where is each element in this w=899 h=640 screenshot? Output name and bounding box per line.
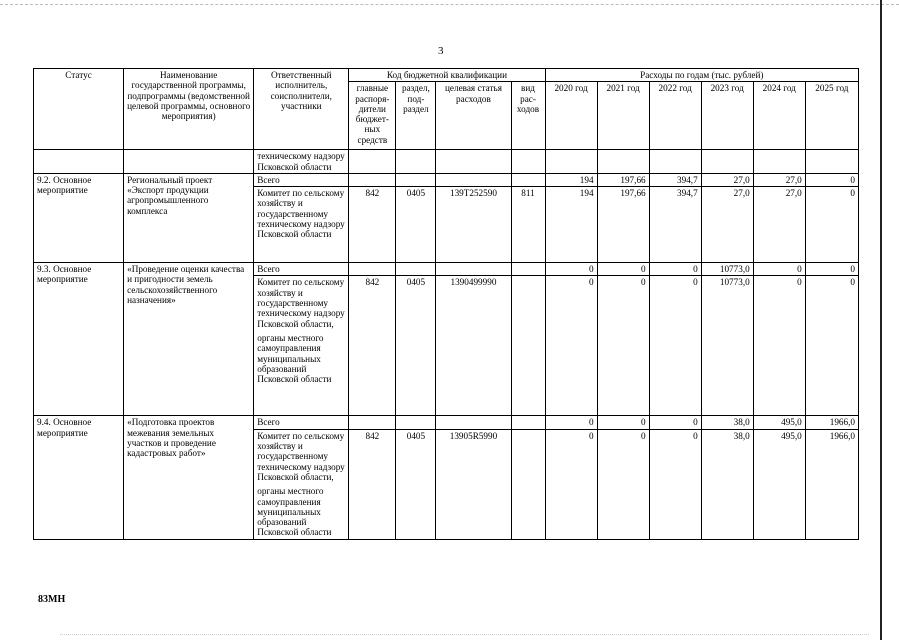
value-cell: 0 bbox=[805, 173, 858, 186]
scan-artifact-edge bbox=[880, 0, 882, 640]
measure-name-cell: «Подготовка проектов межевания земельных участков и проведение кадастровых работ» bbox=[124, 416, 254, 539]
value-cell: 0 bbox=[649, 276, 701, 416]
value-cell: 1966,0 bbox=[805, 429, 858, 539]
header-year: 2022 год bbox=[649, 82, 701, 150]
header-section: раздел, под-раздел bbox=[396, 82, 436, 150]
grbs-cell: 842 bbox=[349, 187, 396, 263]
value-cell: 0 bbox=[805, 276, 858, 416]
value-cell: 194 bbox=[545, 173, 597, 186]
value-cell: 10773,0 bbox=[701, 263, 753, 276]
value-cell: 0 bbox=[545, 263, 597, 276]
status-cell: 9.3. Основное мероприятие bbox=[34, 263, 124, 416]
table-row-continuation bbox=[34, 150, 859, 174]
header-expenses: Расходы по годам (тыс. рублей) bbox=[545, 69, 858, 82]
header-expense-type: вид рас-ходов bbox=[511, 82, 545, 150]
value-cell: 38,0 bbox=[701, 429, 753, 539]
value-cell: 0 bbox=[597, 416, 649, 429]
executor-cell bbox=[254, 429, 349, 539]
value-cell: 197,66 bbox=[597, 187, 649, 263]
value-cell: 27,0 bbox=[701, 173, 753, 186]
value-cell: 27,0 bbox=[753, 187, 805, 263]
target-article-cell: 1390499990 bbox=[436, 276, 511, 416]
header-year: 2020 год bbox=[545, 82, 597, 150]
value-cell: 10773,0 bbox=[701, 276, 753, 416]
header-year: 2025 год bbox=[805, 82, 858, 150]
section-cell: 0405 bbox=[396, 429, 436, 539]
header-year: 2023 год bbox=[701, 82, 753, 150]
value-cell: 394,7 bbox=[649, 187, 701, 263]
value-cell: 0 bbox=[649, 263, 701, 276]
value-cell: 0 bbox=[805, 263, 858, 276]
budget-table bbox=[33, 68, 859, 540]
total-label-cell: Всего bbox=[254, 416, 349, 429]
value-cell: 0 bbox=[649, 429, 701, 539]
table-row-total bbox=[34, 263, 859, 276]
value-cell: 0 bbox=[649, 416, 701, 429]
grbs-cell: 842 bbox=[349, 429, 396, 539]
table-header bbox=[34, 69, 859, 150]
value-cell: 0 bbox=[545, 416, 597, 429]
value-cell: 27,0 bbox=[701, 187, 753, 263]
table-row-total bbox=[34, 416, 859, 429]
value-cell: 394,7 bbox=[649, 173, 701, 186]
header-year: 2021 год bbox=[597, 82, 649, 150]
measure-name-cell: «Проведение оценки качества и пригодности земель сельскохозяйственного назначения» bbox=[124, 263, 254, 416]
status-cell: 9.2. Основное мероприятие bbox=[34, 173, 124, 262]
value-cell: 27,0 bbox=[753, 173, 805, 186]
executor-secondary: органы местного самоуправления муниципальных образований Псковской области bbox=[257, 332, 332, 385]
header-target-article: целевая статья расходов bbox=[436, 82, 511, 150]
section-cell: 0405 bbox=[396, 187, 436, 263]
header-year: 2024 год bbox=[753, 82, 805, 150]
executor-cell bbox=[254, 276, 349, 416]
footer-code: 83МН bbox=[38, 594, 66, 605]
measure-name-cell: Региональный проект «Экспорт продукции агропромышленного комплекса bbox=[124, 173, 254, 262]
value-cell: 0 bbox=[545, 276, 597, 416]
executor-primary: Комитет по сельскому хозяйству и государственному техническому надзору Псковской области, bbox=[257, 277, 345, 329]
value-cell: 1966,0 bbox=[805, 416, 858, 429]
executor-secondary: органы местного самоуправления муниципальных образований Псковской области bbox=[257, 486, 332, 538]
expense-type-cell bbox=[511, 276, 545, 416]
section-cell: 0405 bbox=[396, 276, 436, 416]
table-row-total bbox=[34, 173, 859, 186]
value-cell: 197,66 bbox=[597, 173, 649, 186]
expense-type-cell bbox=[511, 429, 545, 539]
header-status: Статус bbox=[34, 69, 124, 150]
value-cell: 194 bbox=[545, 187, 597, 263]
header-budget-code: Код бюджетной квалификации bbox=[349, 69, 545, 82]
value-cell: 0 bbox=[597, 276, 649, 416]
target-article-cell: 139Т252590 bbox=[436, 187, 511, 263]
page-number: 3 bbox=[438, 45, 444, 57]
scan-artifact-top bbox=[0, 4, 899, 6]
executor-cell: техническому надзору Псковской области bbox=[254, 150, 349, 174]
target-article-cell: 13905R5990 bbox=[436, 429, 511, 539]
value-cell: 0 bbox=[597, 263, 649, 276]
header-grbs: главные распоря-дители бюджет-ных средств bbox=[349, 82, 396, 150]
executor-cell: Комитет по сельскому хозяйству и государственному техническому надзору Псковской области bbox=[254, 187, 349, 263]
value-cell: 495,0 bbox=[753, 416, 805, 429]
value-cell: 0 bbox=[545, 429, 597, 539]
header-name: Наименование государственной программы, подпрограммы (ведомственной целевой программы, основного мероприятия) bbox=[124, 69, 254, 150]
grbs-cell: 842 bbox=[349, 276, 396, 416]
value-cell: 0 bbox=[597, 429, 649, 539]
executor-primary: Комитет по сельскому хозяйству и государственному техническому надзору Псковской области, bbox=[257, 430, 345, 482]
value-cell: 38,0 bbox=[701, 416, 753, 429]
total-label-cell: Всего bbox=[254, 263, 349, 276]
value-cell: 495,0 bbox=[753, 429, 805, 539]
value-cell: 0 bbox=[805, 187, 858, 263]
scan-artifact-bottom bbox=[60, 634, 869, 636]
value-cell: 0 bbox=[753, 276, 805, 416]
header-executor: Ответственный исполнитель, соисполнители, участники bbox=[254, 69, 349, 150]
value-cell: 0 bbox=[753, 263, 805, 276]
expense-type-cell: 811 bbox=[511, 187, 545, 263]
total-label-cell: Всего bbox=[254, 173, 349, 186]
status-cell: 9.4. Основное мероприятие bbox=[34, 416, 124, 539]
